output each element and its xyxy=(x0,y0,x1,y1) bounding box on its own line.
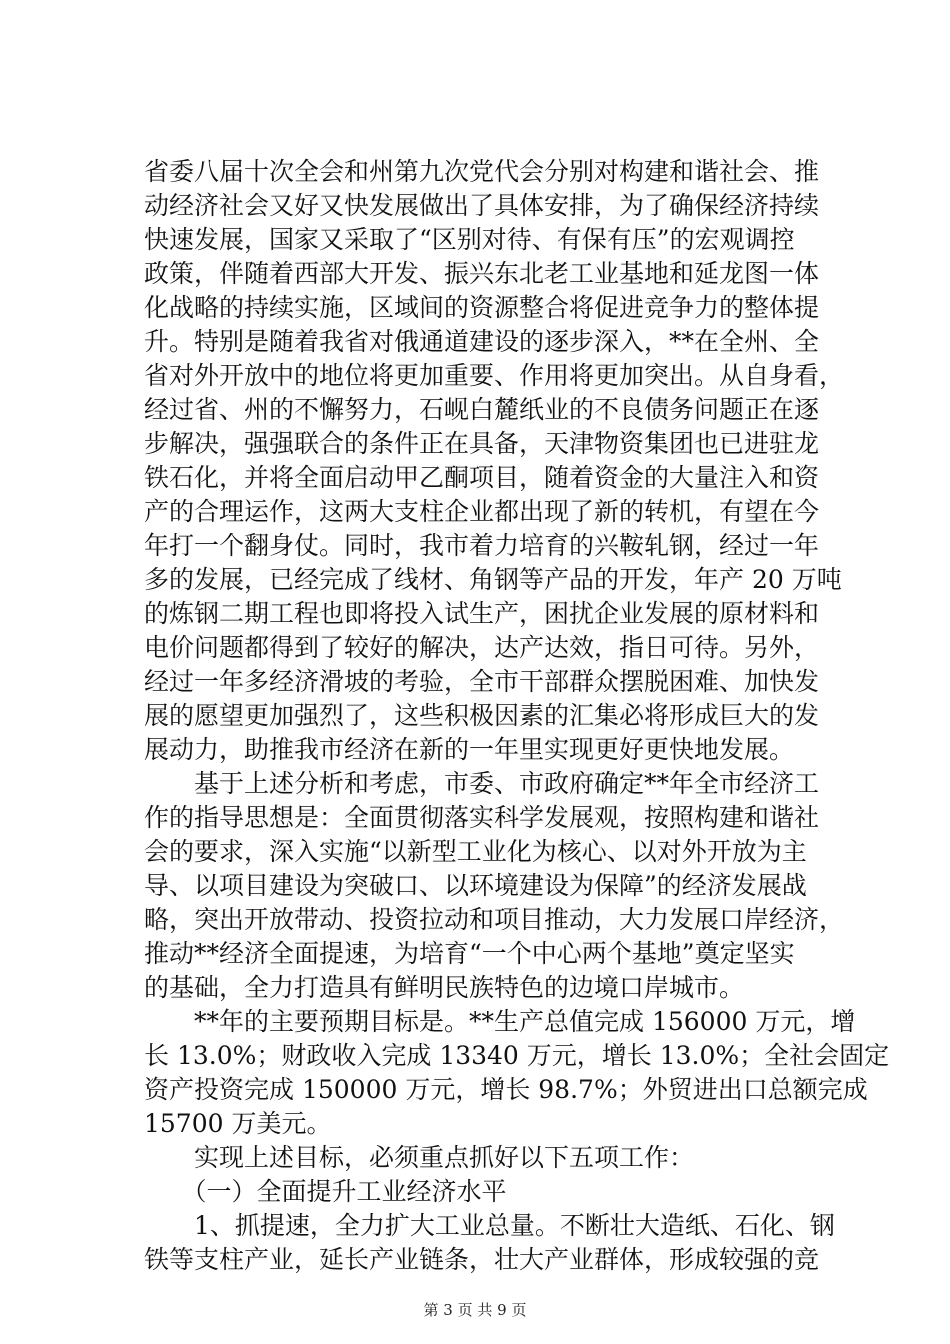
text-line: 推动**经济全面提速，为培育“一个中心两个基地”奠定坚实 xyxy=(144,939,795,968)
text-line: 快速发展，国家又采取了“区别对待、有保有压”的宏观调控 xyxy=(144,225,795,254)
text-line: 产的合理运作，这两大支柱企业都出现了新的转机，有望在今 xyxy=(144,497,820,526)
text-line: 作的指导思想是：全面贯彻落实科学发展观，按照构建和谐社 xyxy=(144,803,820,832)
text-line: 年打一个翻身仗。同时，我市着力培育的兴鞍轧钢，经过一年 xyxy=(144,531,820,560)
text-line: 铁等支柱产业，延长产业链条，壮大产业群体，形成较强的竞 xyxy=(144,1245,820,1274)
text-line: 多的发展，已经完成了线材、角钢等产品的开发，年产 20 万吨 xyxy=(144,565,842,594)
text-line: 动经济社会又好又快发展做出了具体安排，为了确保经济持续 xyxy=(144,191,820,220)
text-line: 15700 万美元。 xyxy=(144,1109,332,1138)
text-line: 长 13.0%；财政收入完成 13340 万元，增长 13.0%；全社会固定 xyxy=(144,1041,890,1070)
text-line: 资产投资完成 150000 万元，增长 98.7%；外贸进出口总额完成 xyxy=(144,1075,868,1104)
text-line: 步解决，强强联合的条件正在具备，天津物资集团也已进驻龙 xyxy=(144,429,820,458)
text-line: 经过一年多经济滑坡的考验，全市干部群众摆脱困难、加快发 xyxy=(144,667,820,696)
text-line: 展的愿望更加强烈了，这些积极因素的汇集必将形成巨大的发 xyxy=(144,701,820,730)
text-line: 展动力，助推我市经济在新的一年里实现更好更快地发展。 xyxy=(144,735,795,764)
text-line: 省对外开放中的地位将更加重要、作用将更加突出。从自身看， xyxy=(144,361,845,390)
text-line: **年的主要预期目标是。**生产总值完成 156000 万元，增 xyxy=(144,1007,856,1036)
text-line: 电价问题都得到了较好的解决，达产达效，指日可待。另外， xyxy=(144,633,820,662)
text-line: 实现上述目标，必须重点抓好以下五项工作： xyxy=(144,1143,695,1172)
text-line: 的基础，全力打造具有鲜明民族特色的边境口岸城市。 xyxy=(144,973,745,1002)
text-line: 基于上述分析和考虑，市委、市政府确定**年全市经济工 xyxy=(144,769,820,798)
text-line: 经过省、州的不懈努力，石岘白麓纸业的不良债务问题正在逐 xyxy=(144,395,820,424)
text-line: 导、以项目建设为突破口、以环境建设为保障”的经济发展战 xyxy=(144,871,807,900)
section-heading: （一）全面提升工业经济水平 xyxy=(144,1177,507,1206)
text-line: 升。特别是随着我省对俄通道建设的逐步深入，**在全州、全 xyxy=(144,327,820,356)
page-footer xyxy=(0,1300,950,1320)
text-line: 会的要求，深入实施“以新型工业化为核心、以对外开放为主 xyxy=(144,837,807,866)
text-line: 化战略的持续实施，区域间的资源整合将促进竞争力的整体提 xyxy=(144,293,820,322)
page-number-label: 第 3 页 共 9 页 xyxy=(423,1301,527,1319)
text-line: 1、抓提速，全力扩大工业总量。不断壮大造纸、石化、钢 xyxy=(144,1211,835,1240)
text-line: 的炼钢二期工程也即将投入试生产，困扰企业发展的原材料和 xyxy=(144,599,820,628)
text-line: 略，突出开放带动、投资拉动和项目推动，大力发展口岸经济， xyxy=(144,905,845,934)
text-line: 省委八届十次全会和州第九次党代会分别对构建和谐社会、推 xyxy=(144,157,820,186)
text-line: 铁石化，并将全面启动甲乙酮项目，随着资金的大量注入和资 xyxy=(144,463,820,492)
text-line: 政策，伴随着西部大开发、振兴东北老工业基地和延龙图一体 xyxy=(144,259,820,288)
